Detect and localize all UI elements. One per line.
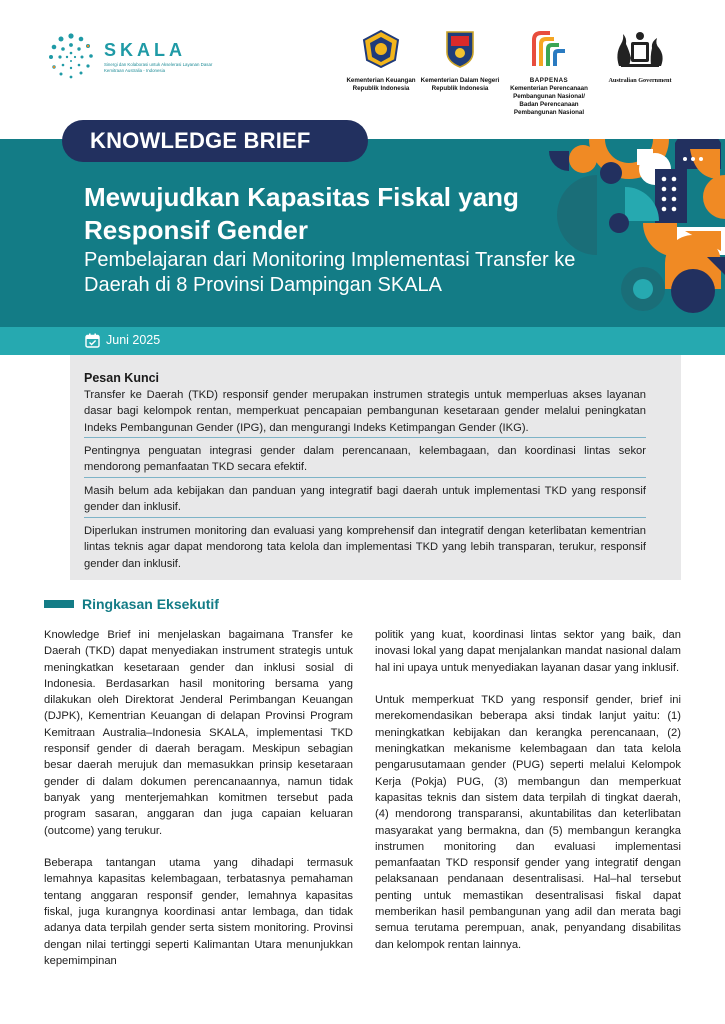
partner-bappenas [505,30,593,117]
key-message-item: Transfer ke Daerah (TKD) responsif gender merupakan instrumen strategis untuk memperluas akses layanan dasar bagi kelompok rentan, memperkuat pencapaian pembangunan kesetaraan gender melalui peningkatan Indeks Pembangunan Gender (IPG), dan mengurangi Indeks Ketimpangan Gender (IKG). [84,389,646,434]
calendar-icon [85,333,100,348]
summary-paragraph: politik yang kuat, koordinasi lintas sektor yang baik, dan inovasi lokal yang dapat menjalankan mandat nasional dalam hal ini upaya untuk menyediakan layanan dasar yang inklusif. [375,629,681,674]
skala-logo [44,30,214,82]
divider [84,477,646,478]
publication-date: Juni 2025 [106,333,161,347]
key-message-item: Pentingnya penguatan integrasi gender dalam perencanaan, kelembagaan, dan koordinasi lintas sekor mendorong pemanfaatan TKD secara efektif. [84,445,646,474]
partner-name: Kementerian Dalam Negeri Republik Indonesia [420,77,500,92]
partner-name: Kementerian Keuangan Republik Indonesia [346,77,416,92]
partner-kemenkeu [344,30,418,93]
summary-column-right [375,627,681,953]
document-title: Mewujudkan Kapasitas Fiskal yang Responsif Gender [84,182,519,245]
kemendagri-emblem-icon [445,30,475,68]
summary-paragraph: Untuk memperkuat TKD yang responsif gender, brief ini merekomendasikan beberapa aksi tindak lanjut yaitu: (1) meningkatkan kebijakan dan kerangka perencanaan, (2) meningkatkan mekanisme kelembagaan dan tata kelola pengarusutamaan gender (PUG) seperti melalui Kelompok Kerja (Pokja) PUG, (3) membangun dan memperkuat kapasitas teknis dan sistem data terpilah di tingkat daerah, (4) mendorong transparansi, akuntabilitas dan keterlibatan masyarakat yang bermakna, dan (5) membangun kerangka instrumen monitoring dan evaluasi implementasi pemanfaatan TKD responsif gender yang integratif dengan pelaksanaan pendanaan desentralisasi. Hal–hal tersebut penting untuk memastikan desentralisasi fiskal dapat memberikan hasil pembangunan yang adil dan merata bagi semua terutama perempuan, anak, penyandang disabilitas dan kelompok rentan lainnya. [375,694,681,951]
divider [84,517,646,518]
partner-name: BAPPENAS [529,77,569,84]
partner-australia [598,30,682,85]
divider [84,437,646,438]
partner-subtitle: Kementerian Perencanaan Pembangunan Nasional/ Badan Perencanaan Pembangunan Nasional [510,85,588,116]
key-message-item: Masih belum ada kebijakan dan panduan yang integratif bagi daerah untuk implementasi TKD yang responsif gender dan inklusif. [84,485,646,514]
skala-name: SKALA [104,40,186,60]
document-subtitle: Pembelajaran dari Monitoring Implementasi Transfer ke Daerah di 8 Provinsi Dampingan SKALA [84,249,576,296]
partner-name: Australian Government [608,77,672,84]
skala-tagline: Sinergi dan Kolaborasi untuk Akselerasi Layanan Dasar Kemitraan Australia - Indonesia [104,62,213,73]
summary-paragraph: Knowledge Brief ini menjelaskan bagaimana Transfer ke Daerah (TKD) dapat menyediakan instrument strategis untuk meningkatkan kesetaraan gender dan inklusi sosial di Indonesia. Berdasarkan hasil monitoring bersama yang dilakukan oleh Direktorat Jenderal Perimbangan Keuangan (DJPK), Kementrian Keuangan di delapan Provinsi Program Kemitraan Australia–Indonesia SKALA, implementasi TKD responsif gender di daerah beragam. Meskipun sebagian besar daerah merujuk dan memasukkan prinsip kesetaraan gender di dalam dokumen perencanaannya, namun tidak banyak yang menterjemahkan komitmen tersebut pada program sasaran, anggaran dan juga capaian keluaran (outcome) yang terukur. [44,629,353,837]
kemenkeu-emblem-icon [361,30,401,68]
partner-kemendagri [420,30,500,93]
key-message-item: Diperlukan instrumen monitoring dan evaluasi yang komprehensif dan integratif dengan keterlibatan kementrian lintas teknis agar dapat mendorong tata kelola dan implementasi TKD yang lebih transparan, terukur, responsif gender dan inklusif. [84,525,646,570]
logo-bar [0,0,725,116]
summary-paragraph: Beberapa tantangan utama yang dihadapi termasuk lemahnya kapasitas kelembagaan, terbatasnya pemahaman tentang anggaran responsif gender, lemahnya kapasitas fiskal, juga kurangnya koordinasi antar lembaga, dan tidak adanya data terpilah gender serta sistem monitoring. Provinsi dengan nilai tertinggi seperti Kalimantan Utara menunjukkan kepemimpinan [44,857,353,967]
section-marker [44,600,74,608]
badge-label: KNOWLEDGE BRIEF [90,128,311,153]
summary-column-left [44,627,353,969]
bappenas-logo-icon [528,30,570,68]
australia-coat-of-arms-icon [611,30,669,68]
skala-dots-icon [44,30,98,84]
key-messages-title: Pesan Kunci [84,371,160,385]
section-title: Ringkasan Eksekutif [82,596,219,612]
